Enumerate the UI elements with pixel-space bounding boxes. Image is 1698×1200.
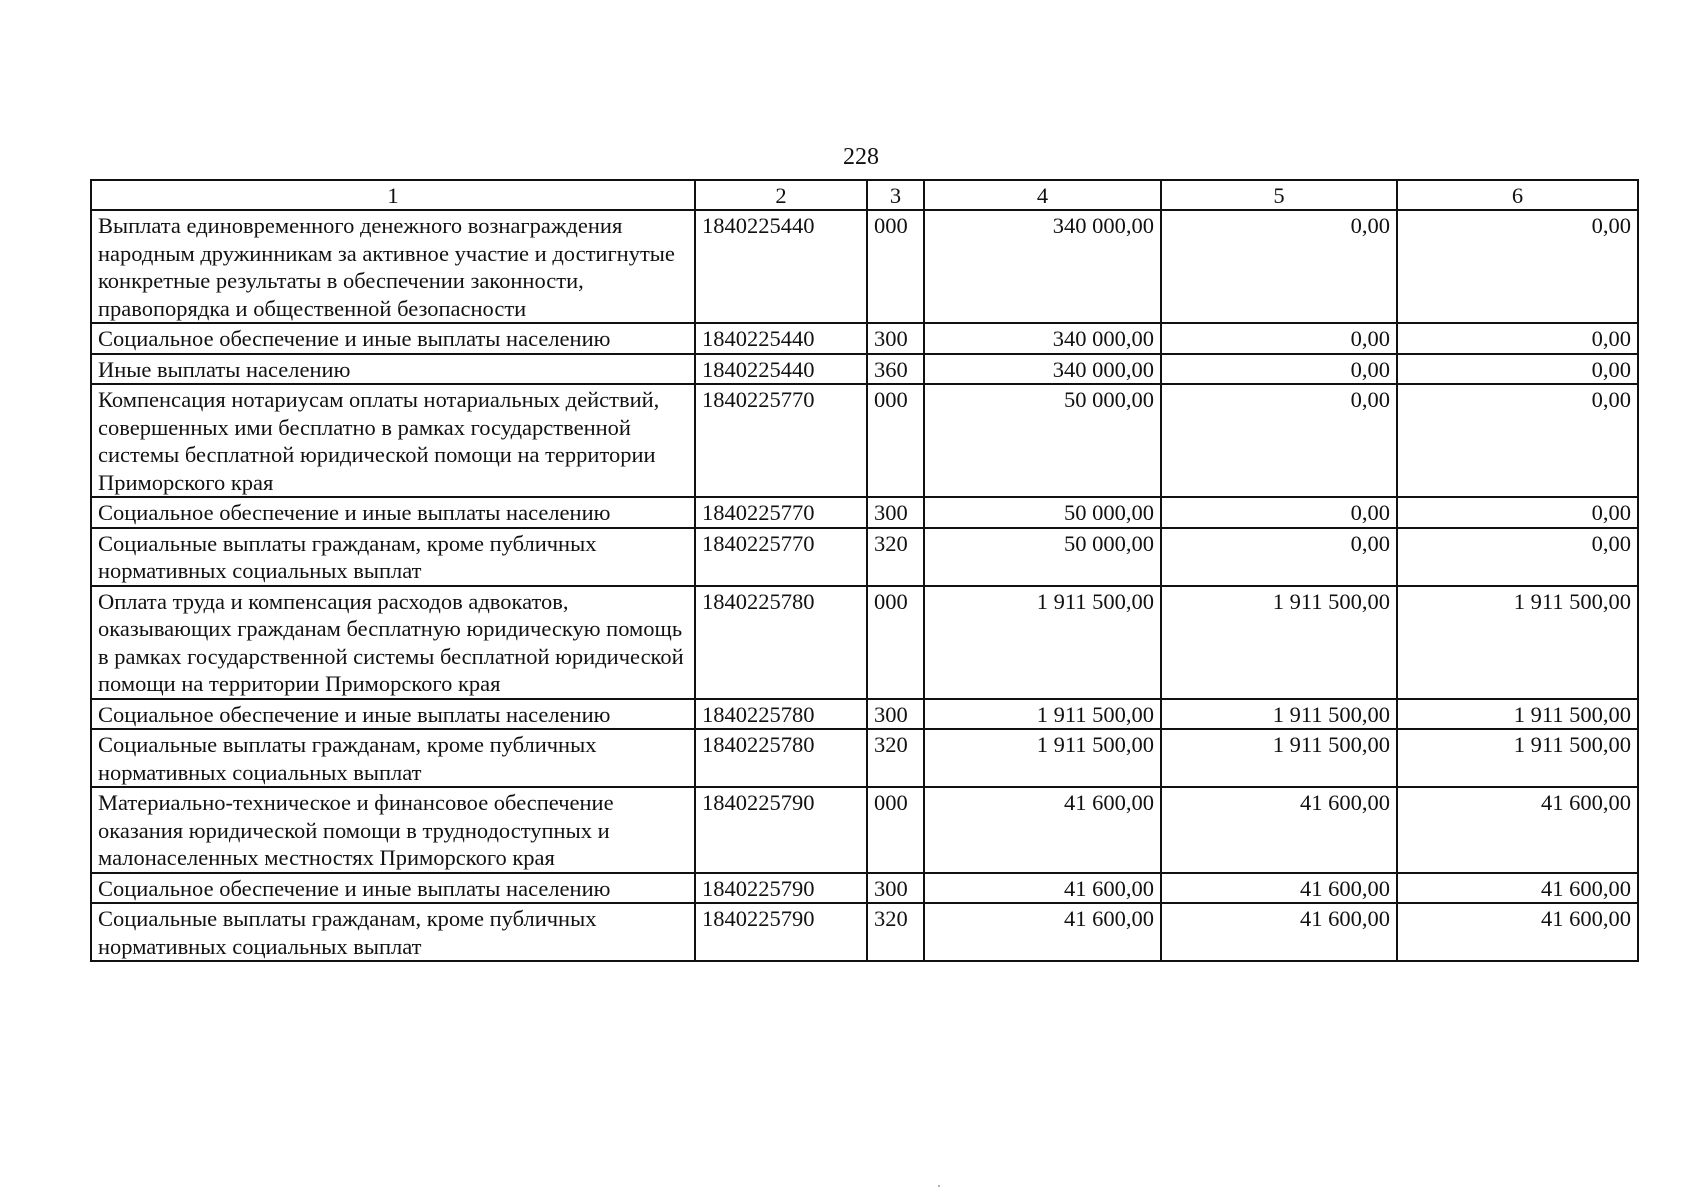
amount-col-6: 1 911 500,00 (1397, 586, 1638, 699)
expense-type-code: 300 (867, 699, 924, 730)
column-number-row (91, 180, 1638, 210)
amount-col-5: 41 600,00 (1161, 903, 1397, 961)
amount-col-5: 1 911 500,00 (1161, 586, 1397, 699)
amount-col-4: 340 000,00 (924, 354, 1161, 385)
page-number: 228 (843, 144, 879, 170)
amount-col-4: 41 600,00 (924, 903, 1161, 961)
expense-type-code: 000 (867, 787, 924, 873)
amount-col-5: 0,00 (1161, 354, 1397, 385)
table-row (91, 528, 1638, 586)
target-article-code: 1840225780 (695, 699, 867, 730)
amount-col-5: 1 911 500,00 (1161, 729, 1397, 787)
row-name: Выплата единовременного денежного вознаграждения народным дружинникам за активное участие и достигнутые конкретные результаты в обеспечении законности, правопорядка и общественной безопасности (91, 210, 695, 323)
row-name: Социальное обеспечение и иные выплаты населению (91, 323, 695, 354)
expense-type-code: 300 (867, 323, 924, 354)
expense-type-code: 000 (867, 586, 924, 699)
amount-col-4: 50 000,00 (924, 384, 1161, 497)
table-row (91, 497, 1638, 528)
amount-col-6: 1 911 500,00 (1397, 729, 1638, 787)
target-article-code: 1840225790 (695, 903, 867, 961)
column-header-3: 3 (867, 180, 924, 210)
table-row (91, 210, 1638, 323)
column-header-4: 4 (924, 180, 1161, 210)
row-name: Иные выплаты населению (91, 354, 695, 385)
row-name: Оплата труда и компенсация расходов адвокатов, оказывающих гражданам бесплатную юридическую помощь в рамках государственной системы бесплатной юридической помощи на территории Приморского края (91, 586, 695, 699)
table-row (91, 586, 1638, 699)
amount-col-5: 41 600,00 (1161, 787, 1397, 873)
expense-type-code: 300 (867, 873, 924, 904)
amount-col-4: 41 600,00 (924, 873, 1161, 904)
amount-col-4: 50 000,00 (924, 497, 1161, 528)
table-row (91, 903, 1638, 961)
target-article-code: 1840225790 (695, 873, 867, 904)
expense-type-code: 000 (867, 384, 924, 497)
amount-col-4: 41 600,00 (924, 787, 1161, 873)
target-article-code: 1840225780 (695, 586, 867, 699)
target-article-code: 1840225780 (695, 729, 867, 787)
amount-col-6: 0,00 (1397, 210, 1638, 323)
target-article-code: 1840225790 (695, 787, 867, 873)
amount-col-5: 0,00 (1161, 384, 1397, 497)
amount-col-5: 41 600,00 (1161, 873, 1397, 904)
amount-col-6: 1 911 500,00 (1397, 699, 1638, 730)
target-article-code: 1840225440 (695, 323, 867, 354)
budget-table (90, 179, 1639, 962)
amount-col-6: 41 600,00 (1397, 787, 1638, 873)
row-name: Материально-техническое и финансовое обеспечение оказания юридической помощи в труднодоступных и малонаселенных местностях Приморского края (91, 787, 695, 873)
expense-type-code: 300 (867, 497, 924, 528)
expense-type-code: 320 (867, 903, 924, 961)
column-header-2: 2 (695, 180, 867, 210)
table-row (91, 323, 1638, 354)
amount-col-5: 0,00 (1161, 323, 1397, 354)
amount-col-4: 1 911 500,00 (924, 586, 1161, 699)
table-row (91, 354, 1638, 385)
table-row (91, 699, 1638, 730)
column-header-1: 1 (91, 180, 695, 210)
amount-col-4: 1 911 500,00 (924, 729, 1161, 787)
table-row (91, 729, 1638, 787)
amount-col-5: 0,00 (1161, 497, 1397, 528)
amount-col-6: 41 600,00 (1397, 903, 1638, 961)
target-article-code: 1840225440 (695, 354, 867, 385)
column-header-5: 5 (1161, 180, 1397, 210)
amount-col-6: 0,00 (1397, 354, 1638, 385)
amount-col-4: 50 000,00 (924, 528, 1161, 586)
column-header-6: 6 (1397, 180, 1638, 210)
amount-col-4: 1 911 500,00 (924, 699, 1161, 730)
row-name: Социальные выплаты гражданам, кроме публичных нормативных социальных выплат (91, 903, 695, 961)
target-article-code: 1840225770 (695, 528, 867, 586)
table-row (91, 873, 1638, 904)
target-article-code: 1840225440 (695, 210, 867, 323)
amount-col-6: 0,00 (1397, 384, 1638, 497)
amount-col-6: 0,00 (1397, 497, 1638, 528)
target-article-code: 1840225770 (695, 497, 867, 528)
row-name: Социальные выплаты гражданам, кроме публичных нормативных социальных выплат (91, 528, 695, 586)
table-row (91, 787, 1638, 873)
amount-col-4: 340 000,00 (924, 210, 1161, 323)
expense-type-code: 320 (867, 528, 924, 586)
row-name: Социальное обеспечение и иные выплаты населению (91, 497, 695, 528)
amount-col-5: 0,00 (1161, 210, 1397, 323)
row-name: Социальное обеспечение и иные выплаты населению (91, 699, 695, 730)
expense-type-code: 360 (867, 354, 924, 385)
row-name: Социальное обеспечение и иные выплаты населению (91, 873, 695, 904)
amount-col-5: 1 911 500,00 (1161, 699, 1397, 730)
amount-col-6: 0,00 (1397, 528, 1638, 586)
table-row (91, 384, 1638, 497)
row-name: Компенсация нотариусам оплаты нотариальных действий, совершенных ими бесплатно в рамках государственной системы бесплатной юридической помощи на территории Приморского края (91, 384, 695, 497)
expense-type-code: 320 (867, 729, 924, 787)
amount-col-6: 41 600,00 (1397, 873, 1638, 904)
amount-col-4: 340 000,00 (924, 323, 1161, 354)
amount-col-5: 0,00 (1161, 528, 1397, 586)
target-article-code: 1840225770 (695, 384, 867, 497)
expense-type-code: 000 (867, 210, 924, 323)
row-name: Социальные выплаты гражданам, кроме публичных нормативных социальных выплат (91, 729, 695, 787)
amount-col-6: 0,00 (1397, 323, 1638, 354)
scan-speck (938, 1185, 940, 1187)
